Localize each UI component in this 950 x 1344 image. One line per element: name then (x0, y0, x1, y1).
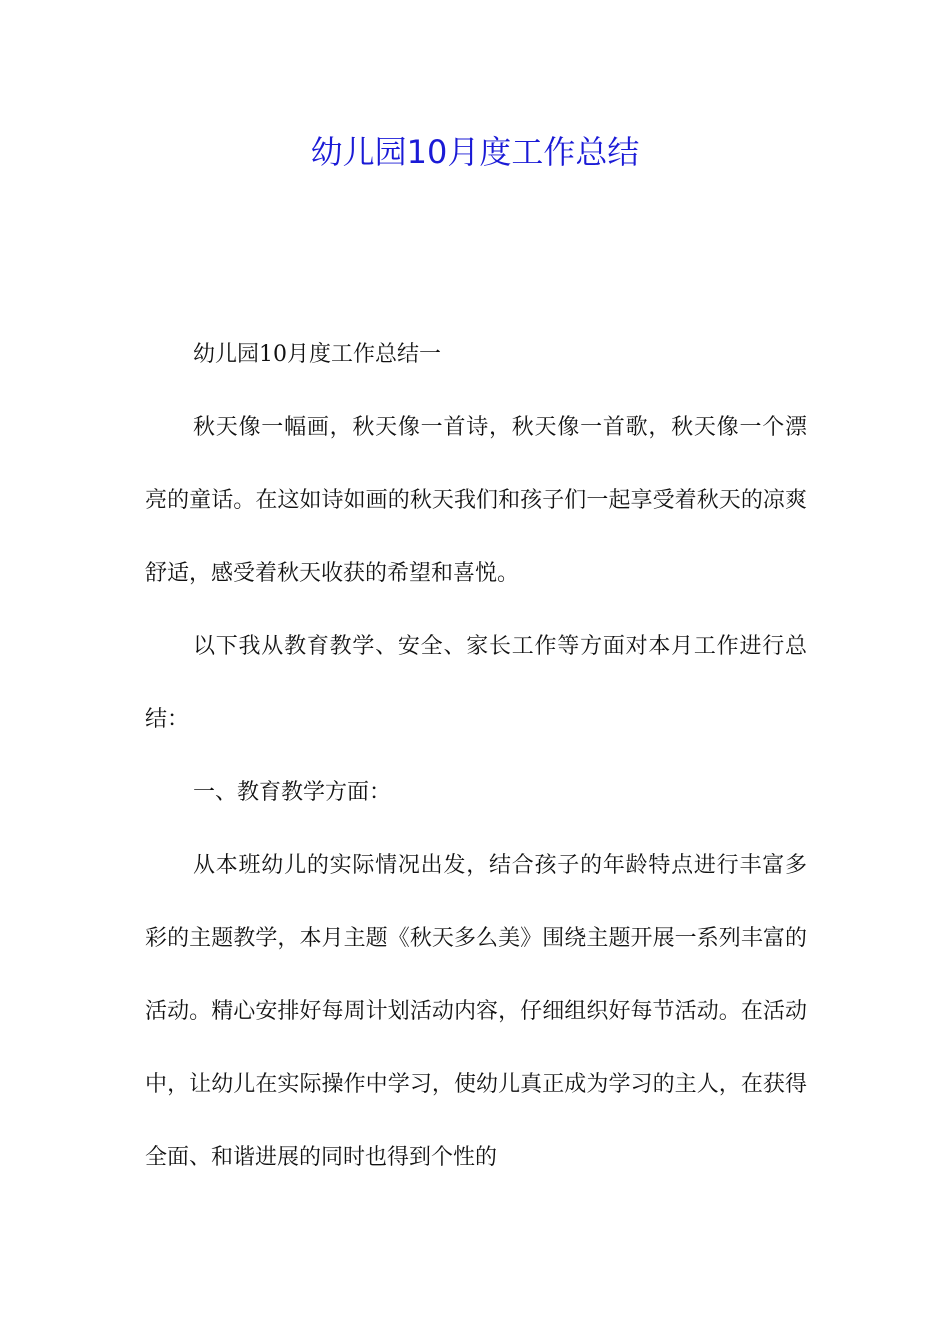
section-heading: 幼儿园10月度工作总结一 (193, 342, 441, 367)
paragraph-intro: 秋天像一幅画，秋天像一首诗，秋天像一首歌，秋天像一个漂亮的童话。在这如诗如画的秋天我们和孩子们一起享受着秋天的凉爽舒适，感受着秋天收获的希望和喜悦。 (145, 415, 807, 586)
subsection-heading: 一、教育教学方面： (193, 780, 392, 805)
paragraph-overview: 以下我从教育教学、安全、家长工作等方面对本月工作进行总结： (145, 634, 807, 732)
paragraph-teaching: 从本班幼儿的实际情况出发，结合孩子的年龄特点进行丰富多彩的主题教学，本月主题《秋天多么美》围绕主题开展一系列丰富的活动。精心安排好每周计划活动内容，仔细组织好每节活动。在活动中，让幼儿在实际操作中学习，使幼儿真正成为学习的主人，在获得全面、和谐进展的同时也得到个性的 (145, 853, 807, 1170)
document-body (145, 318, 807, 1194)
document-title: 幼儿园10月度工作总结 (310, 133, 640, 171)
